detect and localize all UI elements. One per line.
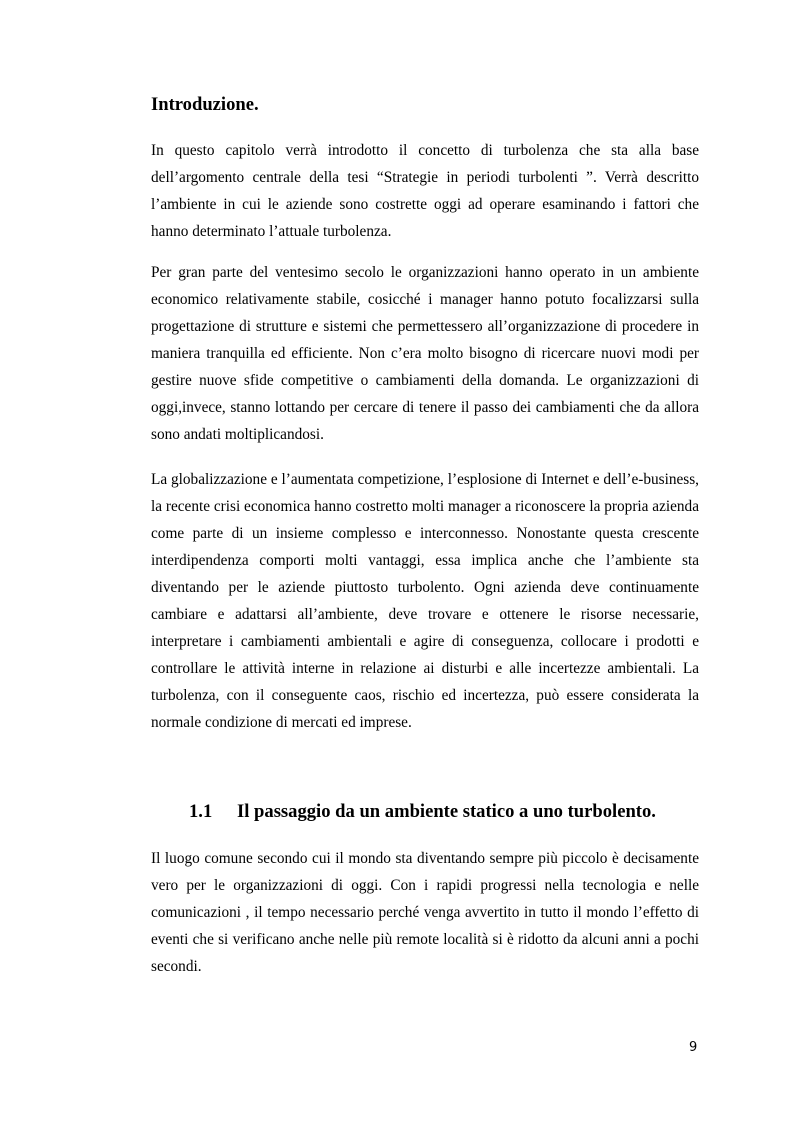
intro-paragraph-1: In questo capitolo verrà introdotto il concetto di turbolenza che sta alla base dell’argomento centrale della tesi “Strategie in periodi turbolenti ”. Verrà descritto l’ambiente in cui le aziende sono costrette oggi ad operare esaminando i fattori che hanno determinato l’attuale turbolenza. — [151, 142, 699, 240]
page-title: Introduzione. — [151, 94, 259, 115]
page-number: 9 — [689, 1040, 698, 1055]
section-heading — [189, 800, 656, 824]
section-title: Il passaggio da un ambiente statico a uno turbolento. — [237, 801, 656, 822]
intro-paragraph-3: La globalizzazione e l’aumentata competizione, l’esplosione di Internet e dell’e-business, la recente crisi economica hanno costretto molti manager a riconoscere la propria azienda come parte di un insieme complesso e interconnesso. Nonostante questa crescente interdipendenza comporti molti vantaggi, essa implica anche che l’ambiente sta diventando per le aziende piuttosto turbolento. Ogni azienda deve continuamente cambiare e adattarsi all’ambiente, deve trovare e ottenere le risorse necessarie, interpretare i cambiamenti ambientali e agire di conseguenza, collocare i prodotti e controllare le attività interne in relazione ai disturbi e alle incertezze ambientali. La turbolenza, con il conseguente caos, rischio ed incertezza, può essere considerata la normale condizione di mercati ed imprese. — [151, 471, 699, 731]
section-number: 1.1 — [189, 801, 213, 822]
intro-paragraph-2: Per gran parte del ventesimo secolo le organizzazioni hanno operato in un ambiente economico relativamente stabile, cosicché i manager hanno potuto focalizzarsi sulla progettazione di strutture e sistemi che permettessero all’organizzazione di procedere in maniera tranquilla ed efficiente. Non c’era molto bisogno di ricercare nuovi modi per gestire nuove sfide competitive o cambiamenti della domanda. Le organizzazioni di oggi,invece, stanno lottando per cercare di tenere il passo dei cambiamenti che da allora sono andati moltiplicandosi. — [151, 264, 699, 443]
section-paragraph-1: Il luogo comune secondo cui il mondo sta diventando sempre più piccolo è decisamente vero per le organizzazioni di oggi. Con i rapidi progressi nella tecnologia e nelle comunicazioni , il tempo necessario perché venga avvertito in tutto il mondo l’effetto di eventi che si verificano anche nelle più remote località si è ridotto da alcuni anni a pochi secondi. — [151, 850, 699, 975]
